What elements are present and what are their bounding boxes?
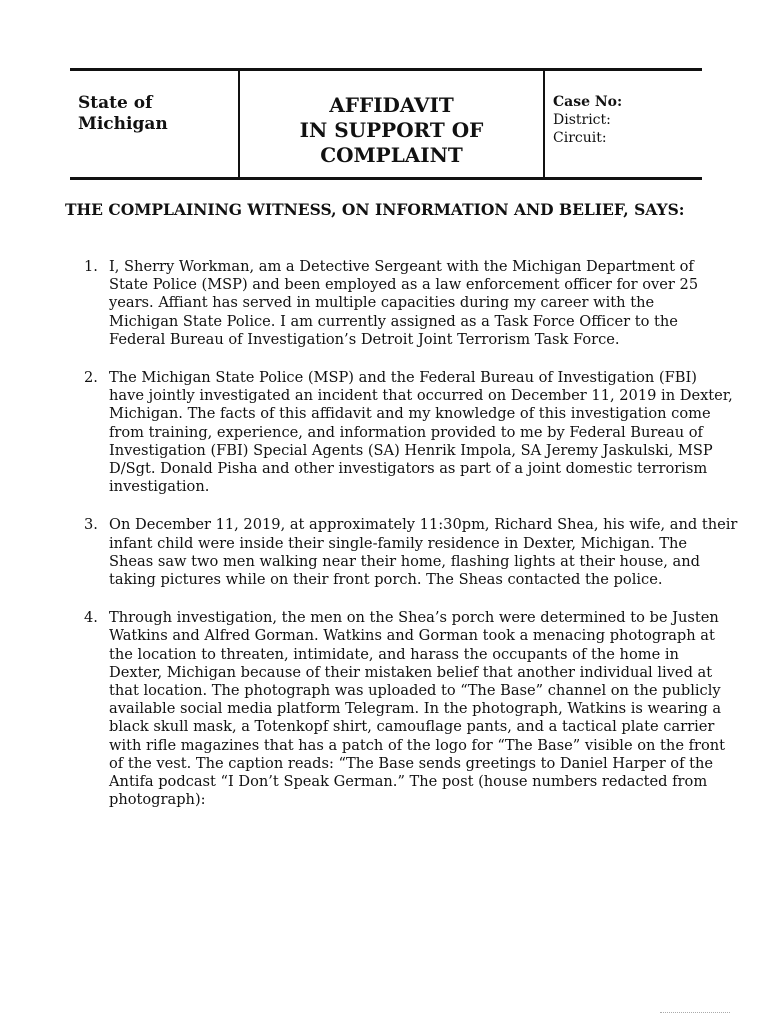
paragraph-2 xyxy=(84,369,733,496)
paragraph-line: Watkins and Alfred Gorman. Watkins and Gorman took a menacing photograph at xyxy=(109,627,715,645)
paragraph-line: Federal Bureau of Investigation’s Detroit Joint Terrorism Task Force. xyxy=(109,330,620,348)
paragraph-line: have jointly investigated an incident that occurred on December 11, 2019 in Dexter, xyxy=(109,387,733,405)
affidavit-paragraphs xyxy=(84,258,738,809)
paragraph-line: Michigan State Police. I am currently assigned as a Task Force Officer to the xyxy=(109,312,678,330)
title-line: IN SUPPORT OF xyxy=(299,118,484,142)
paragraph-line: investigation. xyxy=(109,478,210,496)
paragraph-1 xyxy=(84,258,709,349)
paragraph-line: Dexter, Michigan because of their mistaken belief that another individual lived at xyxy=(109,663,713,681)
case-number-label: Case No: xyxy=(553,94,623,110)
paragraph-line: I, Sherry Workman, am a Detective Sergeant with the Michigan Department of xyxy=(109,258,694,275)
paragraph-line: with rifle magazines that has a patch of the logo for “The Base” visible on the front xyxy=(109,736,726,754)
paragraph-line: years. Affiant has served in multiple capacities during my career with the xyxy=(109,294,655,312)
title-line: COMPLAINT xyxy=(320,143,463,167)
title-line: AFFIDAVIT xyxy=(329,93,454,117)
circuit-label: Circuit: xyxy=(553,130,607,146)
paragraph-number: 4. xyxy=(84,609,98,627)
paragraph-number: 1. xyxy=(84,258,98,275)
paragraph-line: black skull mask, a Totenkopf shirt, camouflage pants, and a tactical plate carrier xyxy=(109,718,715,736)
paragraph-line: Investigation (FBI) Special Agents (SA) Henrik Impola, SA Jeremy Jaskulski, MSP xyxy=(109,441,713,459)
paragraph-line: Sheas saw two men walking near their home, flashing lights at their house, and xyxy=(109,552,700,570)
paragraph-line: that location. The photograph was uploaded to “The Base” channel on the publicly xyxy=(109,682,721,700)
document-title xyxy=(240,71,545,177)
paragraph-number: 3. xyxy=(84,516,98,534)
paragraph-4 xyxy=(84,609,726,809)
paragraph-line: of the vest. The caption reads: “The Base sends greetings to Daniel Harper of the xyxy=(109,754,714,772)
paragraph-line: Michigan. The facts of this affidavit and my knowledge of this investigation come xyxy=(109,405,711,423)
case-info-cell xyxy=(545,71,702,177)
scan-artifact-mark xyxy=(660,1012,730,1014)
paragraph-line: D/Sgt. Donald Pisha and other investigators as part of a joint domestic terrorism xyxy=(109,460,708,478)
district-label: District: xyxy=(553,112,611,128)
paragraph-line: Through investigation, the men on the Shea’s porch were determined to be Justen xyxy=(109,609,719,627)
paragraph-line: infant child were inside their single-family residence in Dexter, Michigan. The xyxy=(109,534,688,552)
jurisdiction-cell xyxy=(70,71,240,177)
paragraph-line: State Police (MSP) and been employed as a law enforcement officer for over 25 xyxy=(109,276,699,294)
jurisdiction-line: Michigan xyxy=(78,114,168,134)
jurisdiction-line: State of xyxy=(78,93,153,113)
witness-statement-heading: THE COMPLAINING WITNESS, ON INFORMATION AND BELIEF, SAYS: xyxy=(65,200,685,219)
paragraph-line: Antifa podcast “I Don’t Speak German.” The post (house numbers redacted from xyxy=(109,773,708,791)
paragraph-line: taking pictures while on their front porch. The Sheas contacted the police. xyxy=(109,571,663,589)
paragraph-line: On December 11, 2019, at approximately 11:30pm, Richard Shea, his wife, and their xyxy=(109,516,738,534)
paragraph-line: available social media platform Telegram. In the photograph, Watkins is wearing a xyxy=(109,700,722,718)
caption-table xyxy=(70,68,702,180)
paragraph-number: 2. xyxy=(84,369,98,387)
paragraph-line: The Michigan State Police (MSP) and the Federal Bureau of Investigation (FBI) xyxy=(109,369,697,387)
paragraph-3 xyxy=(84,516,738,589)
paragraph-line: from training, experience, and information provided to me by Federal Bureau of xyxy=(109,423,703,441)
paragraph-line: photograph): xyxy=(109,791,206,809)
paragraph-line: the location to threaten, intimidate, and harass the occupants of the home in xyxy=(109,645,679,663)
